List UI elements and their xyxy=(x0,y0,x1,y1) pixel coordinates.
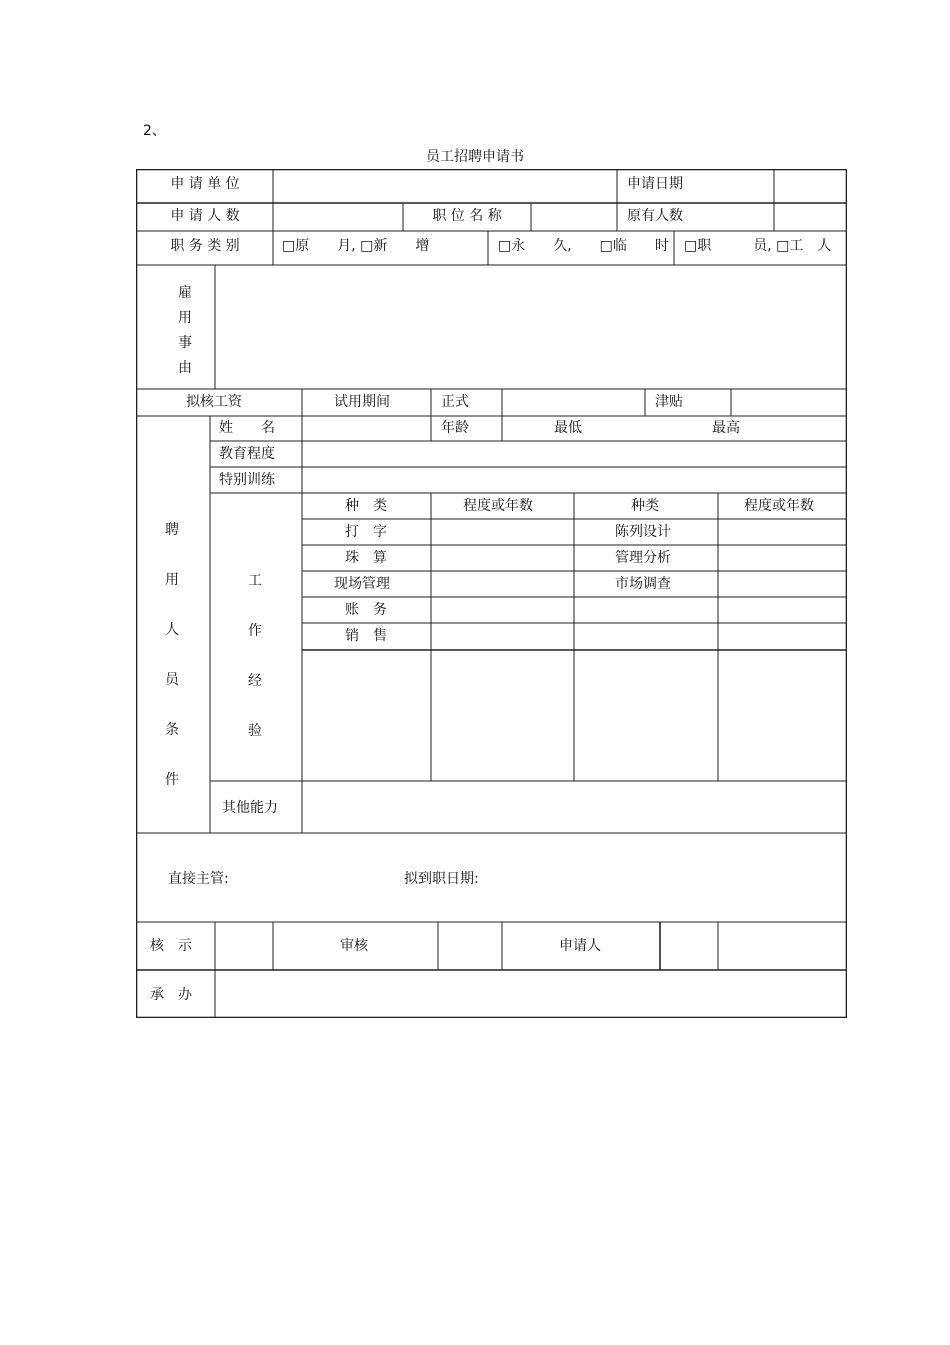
job-type-label: 职 务 类 别 xyxy=(170,238,240,254)
skill-right-2: 管理分析 xyxy=(615,550,671,566)
hire-conditions-text: 聘用人员条件 xyxy=(165,522,179,788)
skill-degree-header-2: 程度或年数 xyxy=(744,498,814,514)
skill-left-3: 现场管理 xyxy=(334,576,390,592)
allowance-label: 津贴 xyxy=(655,394,683,410)
section-number: 2、 xyxy=(143,123,166,139)
name-label: 姓 名 xyxy=(219,420,275,436)
applicant-label: 申请人 xyxy=(559,938,601,954)
skill-left-4: 账 务 xyxy=(345,602,387,618)
skill-degree-header-1: 程度或年数 xyxy=(463,498,533,514)
skill-type-header-1: 种 类 xyxy=(345,498,387,514)
age-max-label: 最高 xyxy=(712,420,740,436)
age-label: 年龄 xyxy=(441,420,469,436)
other-ability-field[interactable] xyxy=(303,782,846,832)
approval-label: 核 示 xyxy=(150,938,192,954)
position-name-label: 职 位 名 称 xyxy=(432,208,502,224)
review-label: 审核 xyxy=(340,938,368,954)
special-training-label: 特别训练 xyxy=(219,472,275,488)
direct-supervisor-label: 直接主管: xyxy=(168,871,229,887)
hire-reason-field[interactable] xyxy=(216,266,846,388)
apply-unit-label: 申 请 单 位 xyxy=(170,176,240,192)
skill-right-3: 市场调查 xyxy=(615,576,671,592)
job-type-option-3[interactable]: □职 员, □工 人 xyxy=(684,238,832,254)
handling-label: 承 办 xyxy=(150,987,192,1003)
hire-conditions-label xyxy=(162,505,182,805)
job-type-option-2[interactable]: □永 久, □临 时 xyxy=(498,238,669,254)
probation-label: 试用期间 xyxy=(334,394,390,410)
work-experience-label xyxy=(245,556,265,756)
job-type-option-1[interactable]: □原 月, □新 增 xyxy=(282,238,430,254)
other-ability-label: 其他能力 xyxy=(222,800,278,816)
hire-reason-label xyxy=(175,281,195,381)
apply-count-label: 申 请 人 数 xyxy=(170,208,240,224)
existing-count-label: 原有人数 xyxy=(627,208,683,224)
document-title: 员工招聘申请书 xyxy=(426,149,524,165)
proposed-salary-label: 拟核工资 xyxy=(186,394,242,410)
official-label: 正式 xyxy=(441,394,469,410)
skill-type-header-2: 种类 xyxy=(631,498,659,514)
education-label: 教育程度 xyxy=(219,446,275,462)
handling-field[interactable] xyxy=(216,971,846,1017)
apply-date-label: 申请日期 xyxy=(627,176,683,192)
skill-left-1: 打 字 xyxy=(345,524,387,540)
skill-left-2: 珠 算 xyxy=(345,550,387,566)
work-experience-text: 工作经验 xyxy=(248,573,262,739)
skill-right-1: 陈列设计 xyxy=(615,524,671,540)
hire-reason-text: 雇用事由 xyxy=(178,285,192,376)
recruitment-form xyxy=(136,169,847,1018)
start-date-label: 拟到职日期: xyxy=(404,871,479,887)
skill-left-5: 销 售 xyxy=(345,628,387,644)
age-min-label: 最低 xyxy=(554,420,582,436)
